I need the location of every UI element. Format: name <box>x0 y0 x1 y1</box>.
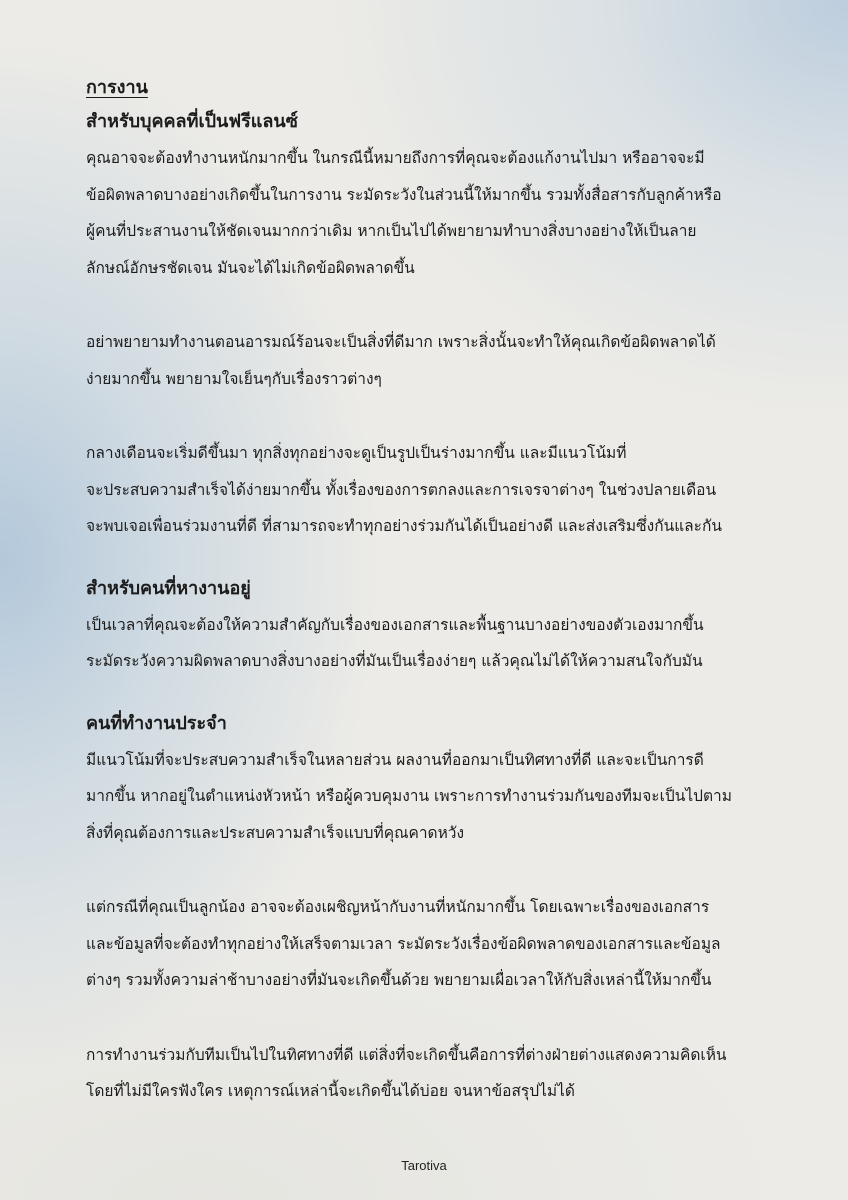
text-line: การทำงานร่วมกับทีมเป็นไปในทิศทางที่ดี แต่สิ่งที่จะเกิดขึ้นคือการที่ต่างฝ่ายต่างแสดงความคิดเห็น <box>86 1045 727 1064</box>
paragraph-employee-2 <box>86 889 766 999</box>
text-line: จะประสบความสำเร็จได้ง่ายมากขึ้น ทั้งเรื่องของการตกลงและการเจรจาต่างๆ ในช่วงปลายเดือน <box>86 480 717 499</box>
paragraph-jobseeker-1 <box>86 607 766 680</box>
text-line: ผู้คนที่ประสานงานให้ชัดเจนมากกว่าเดิม หากเป็นไปได้พยายามทำบางสิ่งบางอย่างให้เป็นลาย <box>86 222 697 240</box>
paragraph-employee-3 <box>86 1037 766 1110</box>
section-heading-jobseeker: สำหรับคนที่หางานอยู่ <box>86 577 251 599</box>
text-line: ต่างๆ รวมทั้งความล่าช้าบางอย่างที่มันจะเกิดขึ้นด้วย พยายามเผื่อเวลาให้กับสิ่งเหล่านี้ให้มากขึ้น <box>86 971 712 989</box>
text-line: มากขึ้น หากอยู่ในตำแหน่งหัวหน้า หรือผู้ควบคุมงาน เพราะการทำงานร่วมกันของทีมจะเป็นไปตาม <box>86 787 732 805</box>
text-line: อย่าพยายามทำงานตอนอารมณ์ร้อนจะเป็นสิ่งที่ดีมาก เพราะสิ่งนั้นจะทำให้คุณเกิดข้อผิดพลาดได้ <box>86 333 716 351</box>
paragraph-employee-1 <box>86 742 766 852</box>
text-line: ง่ายมากขึ้น พยายามใจเย็นๆกับเรื่องราวต่างๆ <box>86 369 382 388</box>
text-line: ข้อผิดพลาดบางอย่างเกิดขึ้นในการงาน ระมัดระวังในส่วนนี้ให้มากขึ้น รวมทั้งสื่อสารกับลูกค้าหรือ <box>86 185 722 204</box>
text-line: สิ่งที่คุณต้องการและประสบความสำเร็จแบบที่คุณคาดหวัง <box>86 823 465 842</box>
text-line: ลักษณ์อักษรชัดเจน มันจะได้ไม่เกิดข้อผิดพลาดขึ้น <box>86 258 415 277</box>
footer-brand: Tarotiva <box>401 1158 447 1173</box>
text-line: ระมัดระวังความผิดพลาดบางสิ่งบางอย่างที่มันเป็นเรื่องง่ายๆ แล้วคุณไม่ได้ให้ความสนใจกับมัน <box>86 652 703 670</box>
text-line: คุณอาจจะต้องทำงานหนักมากขึ้น ในกรณีนี้หมายถึงการที่คุณจะต้องแก้งานไปมา หรืออาจจะมี <box>86 149 705 167</box>
text-line: เป็นเวลาที่คุณจะต้องให้ความสำคัญกับเรื่องของเอกสารและพื้นฐานบางอย่างของตัวเองมากขึ้น <box>86 615 704 634</box>
text-line: กลางเดือนจะเริ่มดีขึ้นมา ทุกสิ่งทุกอย่างจะดูเป็นรูปเป็นร่างมากขึ้น และมีแนวโน้มที่ <box>86 444 627 462</box>
text-line: โดยที่ไม่มีใครฟังใคร เหตุการณ์เหล่านี้จะเกิดขึ้นได้บ่อย จนหาข้อสรุปไม่ได้ <box>86 1082 575 1100</box>
paragraph-freelance-2 <box>86 324 766 397</box>
document-body <box>86 74 766 1110</box>
text-line: และข้อมูลที่จะต้องทำทุกอย่างให้เสร็จตามเวลา ระมัดระวังเรื่องข้อผิดพลาดของเอกสารและข้อมูล <box>86 934 721 953</box>
page-title: การงาน <box>86 77 148 98</box>
section-heading-employee: คนที่ทำงานประจำ <box>86 712 227 734</box>
text-line: จะพบเจอเพื่อนร่วมงานที่ดี ที่สามารถจะทำทุกอย่างร่วมกันได้เป็นอย่างดี และส่งเสริมซึ่งกันและกัน <box>86 517 722 535</box>
text-line: มีแนวโน้มที่จะประสบความสำเร็จในหลายส่วน ผลงานที่ออกมาเป็นทิศทางที่ดี และจะเป็นการดี <box>86 750 704 769</box>
text-line: แต่กรณีที่คุณเป็นลูกน้อง อาจจะต้องเผชิญหน้ากับงานที่หนักมากขึ้น โดยเฉพาะเรื่องของเอกสาร <box>86 898 710 916</box>
section-heading-freelance: สำหรับบุคคลที่เป็นฟรีแลนซ์ <box>86 111 298 132</box>
paragraph-freelance-1 <box>86 140 766 286</box>
paragraph-freelance-3 <box>86 435 766 545</box>
